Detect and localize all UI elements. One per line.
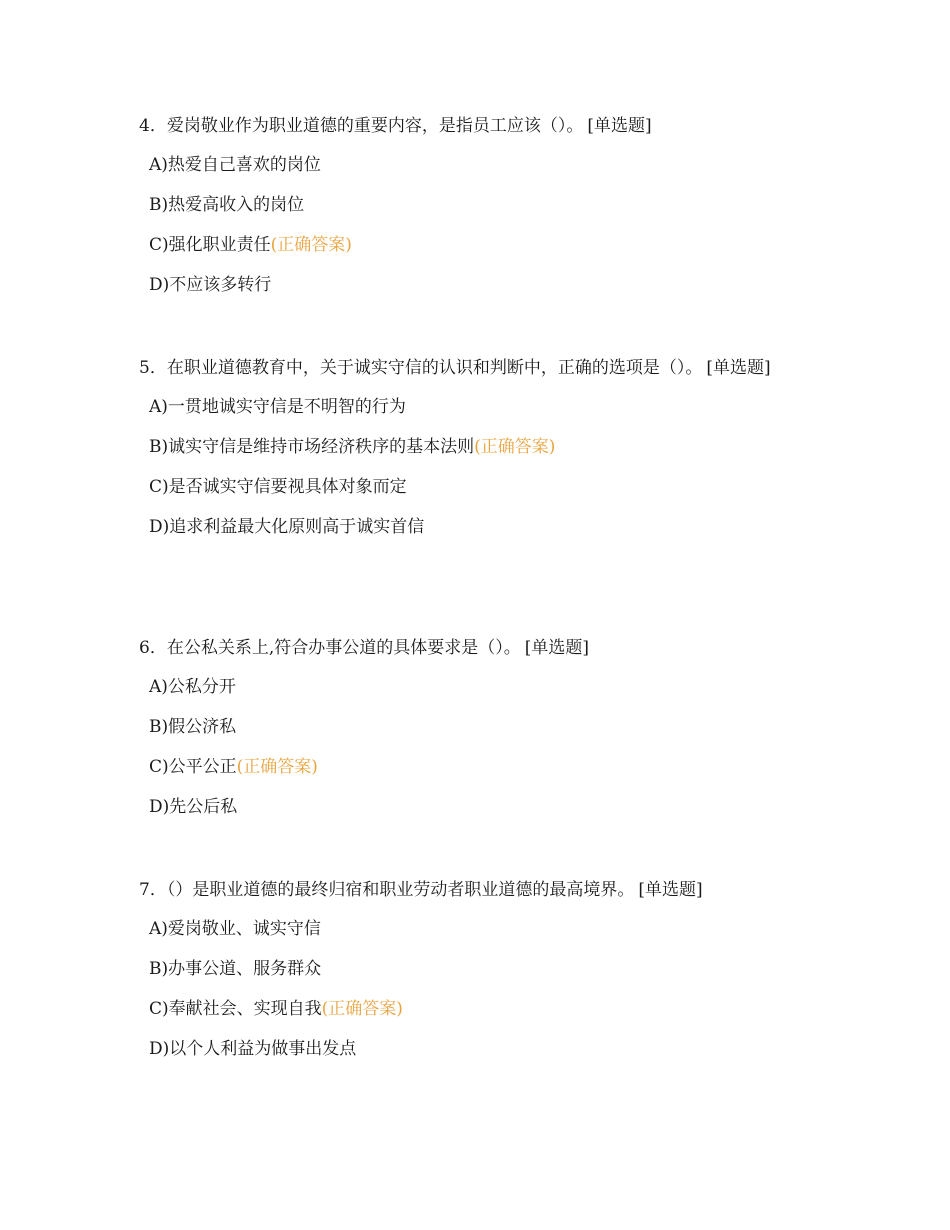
option-c: C)奉献社会、实现自我(正确答案) (149, 999, 403, 1019)
option-list (139, 918, 809, 1060)
option-a: A)公私分开 (149, 677, 236, 697)
option-b: B)诚实守信是维持市场经济秩序的基本法则(正确答案) (149, 437, 556, 457)
option-list (139, 154, 809, 296)
option-list (139, 676, 809, 818)
option-a: A)热爱自己喜欢的岗位 (149, 155, 321, 175)
option-d: D)以个人利益为做事出发点 (149, 1039, 357, 1059)
option-a: A)一贯地诚实守信是不明智的行为 (149, 397, 406, 417)
correct-answer-mark: (正确答案) (236, 757, 318, 777)
option-b: B)办事公道、服务群众 (149, 959, 322, 979)
option-c: C)公平公正(正确答案) (149, 757, 318, 777)
option-c: C)强化职业责任(正确答案) (149, 235, 352, 255)
question-type: [单选题] (706, 358, 771, 378)
question-type: [单选题] (524, 638, 589, 658)
option-d: D)不应该多转行 (149, 275, 272, 295)
question-4 (139, 110, 809, 314)
question-stem: 6．在公私关系上,符合办事公道的具体要求是（）。 [单选题] (139, 638, 589, 658)
question-6 (139, 632, 809, 836)
question-stem: 7．（）是职业道德的最终归宿和职业劳动者职业道德的最高境界。 [单选题] (139, 880, 703, 900)
question-type: [单选题] (587, 116, 652, 136)
option-d: D)先公后私 (149, 797, 238, 817)
option-b: B)假公济私 (149, 717, 237, 737)
option-c: C)是否诚实守信要视具体对象而定 (149, 477, 407, 497)
correct-answer-mark: (正确答案) (474, 437, 556, 457)
question-7 (139, 874, 809, 1078)
correct-answer-mark: (正确答案) (321, 999, 403, 1019)
option-a: A)爱岗敬业、诚实守信 (149, 919, 321, 939)
question-type: [单选题] (638, 880, 703, 900)
question-stem: 4．爱岗敬业作为职业道德的重要内容，是指员工应该（）。 [单选题] (139, 116, 652, 136)
option-list (139, 396, 809, 538)
correct-answer-mark: (正确答案) (270, 235, 352, 255)
question-stem: 5．在职业道德教育中，关于诚实守信的认识和判断中，正确的选项是（）。 [单选题] (139, 358, 771, 378)
option-b: B)热爱高收入的岗位 (149, 195, 305, 215)
question-5 (139, 352, 809, 556)
option-d: D)追求利益最大化原则高于诚实首信 (149, 517, 425, 537)
